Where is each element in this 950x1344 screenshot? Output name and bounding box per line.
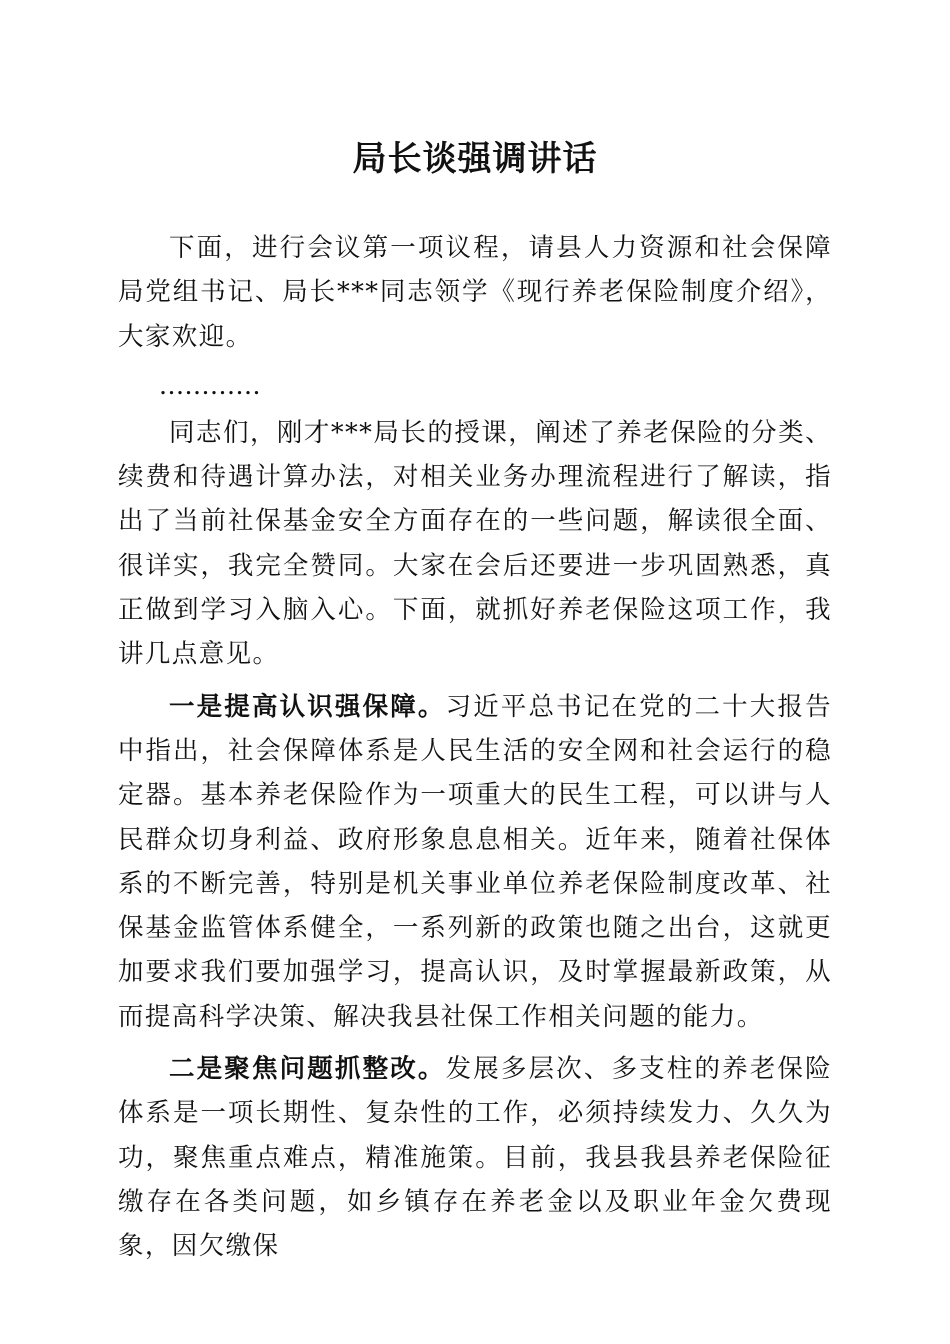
paragraph-ellipsis: [118, 359, 832, 411]
paragraph-point-one: [118, 685, 832, 1039]
document-title: 局长谈强调讲话: [352, 139, 598, 179]
point-one-heading: 一是提高认识强保障。: [169, 691, 446, 722]
point-two-text: 发展多层次、多支柱的养老保险体系是一项长期性、复杂性的工作，必须持续发力、久久为功，聚焦重点难点，精准施策。目前，我县我县养老保险征缴存在各类问题，如乡镇存在养老金以及职业年金欠费现象，因欠缴保: [118, 1054, 832, 1262]
point-one-text: 习近平总书记在党的二十大报告中指出，社会保障体系是人民生活的安全网和社会运行的稳定器。基本养老保险作为一项重大的民生工程，可以讲与人民群众切身利益、政府形象息息相关。近年来，随着社保体系的不断完善，特别是机关事业单位养老保险制度改革、社保基金监管体系健全，一系列新的政策也随之出台，这就更加要求我们要加强学习，提高认识，及时掌握最新政策，从而提高科学决策、解决我县社保工作相关问题的能力。: [118, 691, 832, 1032]
document-body: [118, 226, 832, 1269]
paragraph-point-two: [118, 1047, 832, 1268]
paragraph-intro-text: 下面，进行会议第一项议程，请县人力资源和社会保障局党组书记、局长***同志领学《现行养老保险制度介绍》，大家欢迎。: [118, 233, 832, 352]
point-two-heading: 二是聚焦问题抓整改。: [169, 1054, 446, 1085]
paragraph-comrades-text: 同志们，刚才***局长的授课，阐述了养老保险的分类、续费和待遇计算办法，对相关业务办理流程进行了解读，指出了当前社保基金安全方面存在的一些问题，解读很全面、很详实，我完全赞同。大家在会后还要进一步巩固熟悉，真正做到学习入脑入心。下面，就抓好养老保险这项工作，我讲几点意见。: [118, 417, 832, 670]
paragraph-comrades: [118, 411, 832, 677]
paragraph-intro: [118, 226, 832, 359]
ellipsis-text: …………: [158, 370, 261, 401]
